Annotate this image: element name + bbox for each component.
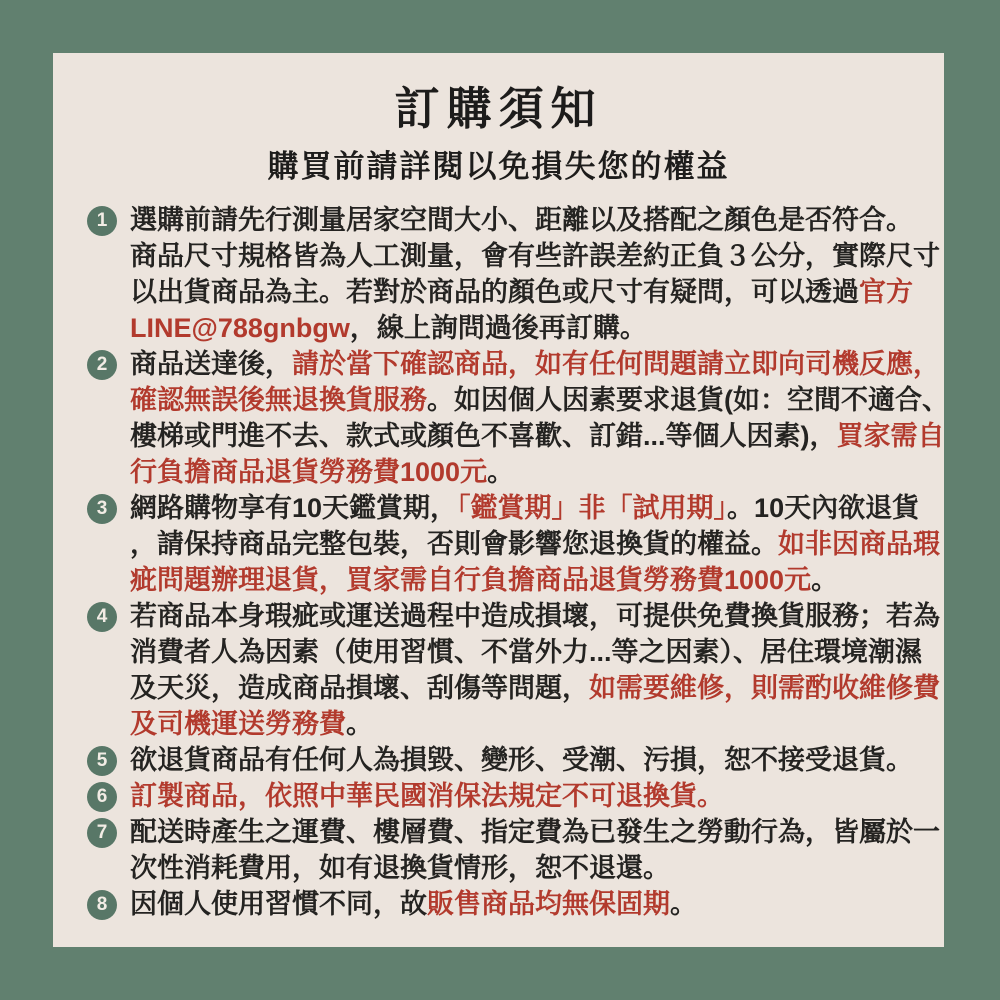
highlighted-text: 「鑑賞期」非「試用期」 bbox=[457, 493, 728, 523]
item-text-line bbox=[130, 526, 940, 562]
body-text: 樓梯或門進不去、款式或顏色不喜歡、訂錯...等個人因素)， bbox=[130, 421, 837, 451]
notice-item-1 bbox=[87, 202, 940, 346]
highlighted-text: 官方 bbox=[859, 277, 913, 307]
body-text: 配送時產生之運費、樓層費、指定費為已發生之勞動行為，皆屬於一 bbox=[130, 817, 940, 847]
item-text bbox=[130, 742, 914, 778]
highlighted-text: 疵問題辦理退貨，買家需自行負擔商品退貨勞務費1000元 bbox=[130, 565, 812, 595]
item-text-line bbox=[130, 850, 914, 886]
body-text: ，請保持商品完整包裝，否則會影響您退換貨的權益。 bbox=[130, 529, 778, 559]
item-number-badge: 8 bbox=[87, 890, 117, 920]
item-number-badge: 7 bbox=[87, 818, 117, 848]
item-number-badge: 1 bbox=[87, 206, 117, 236]
notice-item-6 bbox=[87, 778, 914, 814]
body-text: 次性消耗費用，如有退換貨情形，恕不退還。 bbox=[130, 853, 670, 883]
page-title: 訂購須知 bbox=[394, 83, 603, 134]
item-text-line bbox=[130, 634, 923, 670]
body-text: 。 bbox=[811, 565, 839, 595]
item-number-badge: 3 bbox=[87, 494, 117, 524]
item-number-badge: 4 bbox=[87, 602, 117, 632]
item-text-line bbox=[130, 238, 940, 274]
highlighted-text: LINE@788gnbgw bbox=[130, 313, 350, 343]
highlighted-text: 行負擔商品退貨勞務費1000元 bbox=[130, 457, 488, 487]
item-text bbox=[130, 886, 914, 922]
body-text: 商品尺寸規格皆為人工測量，會有些許誤差約正負３公分，實際尺寸 bbox=[130, 241, 940, 271]
item-text-line bbox=[130, 346, 940, 382]
item-text-line bbox=[130, 310, 914, 346]
body-text: 因個人使用習慣不同，故 bbox=[130, 889, 427, 919]
highlighted-text: 如需要維修，則需酌收維修費 bbox=[589, 673, 940, 703]
body-text: 。 bbox=[346, 709, 373, 739]
body-text: 。10天內欲退貨 bbox=[727, 493, 920, 523]
body-text: 若商品本身瑕疵或運送過程中造成損壞，可提供免費換貨服務；若為 bbox=[130, 601, 940, 631]
item-text-line bbox=[130, 562, 914, 598]
body-text: 消費者人為因素（使用習慣、不當外力...等之因素）、居住環境潮濕 bbox=[130, 637, 923, 667]
page-subtitle: 購買前請詳閱以免損失您的權益 bbox=[267, 149, 730, 184]
item-text bbox=[130, 346, 949, 490]
item-text bbox=[130, 814, 940, 886]
item-number-badge: 2 bbox=[87, 350, 117, 380]
notice-items bbox=[53, 202, 949, 922]
highlighted-text: 請於當下確認商品，如有任何問題請立即向司機反應， bbox=[292, 349, 940, 379]
highlighted-text: 如非因商品瑕 bbox=[778, 529, 940, 559]
body-text: 欲退貨商品有任何人為損毀、變形、受潮、污損，恕不接受退貨。 bbox=[130, 745, 913, 775]
body-text: 。 bbox=[487, 457, 515, 487]
body-text: 及天災，造成商品損壞、刮傷等問題， bbox=[130, 673, 589, 703]
highlighted-text: 確認無誤後無退換貨服務 bbox=[130, 385, 427, 415]
item-number-badge: 5 bbox=[87, 746, 117, 776]
highlighted-text: 買家需自 bbox=[836, 421, 945, 451]
body-text: ，線上詢問過後再訂購。 bbox=[349, 313, 647, 343]
item-text-line bbox=[130, 490, 920, 526]
item-text bbox=[130, 490, 940, 598]
item-text bbox=[130, 778, 914, 814]
item-text-line bbox=[130, 814, 940, 850]
item-text-line bbox=[130, 202, 914, 238]
item-text-line bbox=[130, 886, 914, 922]
body-text: 選購前請先行測量居家空間大小、距離以及搭配之顏色是否符合。 bbox=[130, 205, 913, 235]
notice-item-2 bbox=[87, 346, 949, 490]
item-text-line bbox=[130, 454, 914, 490]
item-text-line bbox=[130, 598, 940, 634]
item-text-line bbox=[130, 670, 940, 706]
body-text: 網路購物享有10天鑑賞期， bbox=[130, 493, 458, 523]
item-text-line bbox=[130, 778, 914, 814]
item-number-badge: 6 bbox=[87, 782, 117, 812]
notice-card bbox=[53, 53, 949, 947]
body-text: 。如因個人因素要求退貨(如：空間不適合、 bbox=[427, 385, 949, 415]
highlighted-text: 販售商品均無保固期 bbox=[427, 889, 670, 919]
item-text-line bbox=[130, 706, 914, 742]
item-text-line bbox=[130, 742, 914, 778]
notice-item-3 bbox=[87, 490, 940, 598]
notice-item-4 bbox=[87, 598, 940, 742]
item-text-line bbox=[130, 274, 914, 310]
item-text-line bbox=[130, 418, 945, 454]
body-text: 以出貨商品為主。若對於商品的顏色或尺寸有疑問，可以透過 bbox=[130, 277, 859, 307]
item-text-line bbox=[130, 382, 949, 418]
notice-item-5 bbox=[87, 742, 914, 778]
notice-item-8 bbox=[87, 886, 914, 922]
highlighted-text: 訂製商品，依照中華民國消保法規定不可退換貨。 bbox=[130, 781, 724, 811]
item-text bbox=[130, 598, 940, 742]
item-text bbox=[130, 202, 940, 346]
highlighted-text: 及司機運送勞務費 bbox=[130, 709, 346, 739]
notice-item-7 bbox=[87, 814, 940, 886]
body-text: 。 bbox=[670, 889, 697, 919]
body-text: 商品送達後， bbox=[130, 349, 292, 379]
